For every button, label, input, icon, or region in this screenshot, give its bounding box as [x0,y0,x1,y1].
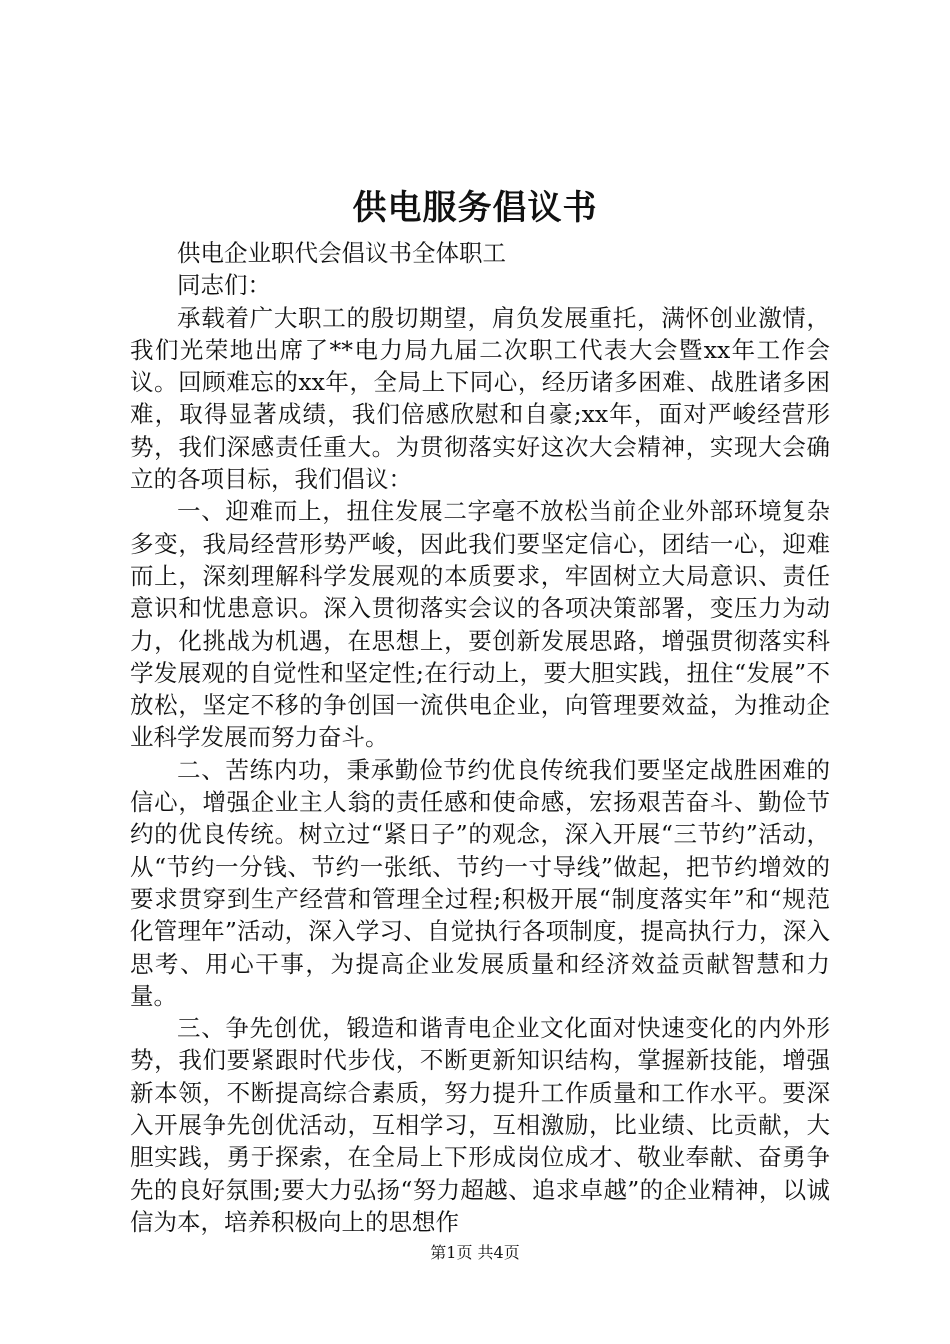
paragraph-point-one: 一、迎难而上，扭住发展二字毫不放松当前企业外部环境复杂多变，我局经营形势严峻，因此我们要坚定信心，团结一心，迎难而上，深刻理解科学发展观的本质要求，牢固树立大局意识、责任意识和忧患意识。深入贯彻落实会议的各项决策部署，变压力为动力，化挑战为机遇，在思想上，要创新发展思路，增强贯彻落实科学发展观的自觉性和坚定性;在行动上，要大胆实践，扭住“发展”不放松，坚定不移的争创国一流供电企业，向管理要效益，为推动企业科学发展而努力奋斗。 [130,497,830,752]
paragraph-point-two: 二、苦练内功，秉承勤俭节约优良传统我们要坚定战胜困难的信心，增强企业主人翁的责任感和使命感，宏扬艰苦奋斗、勤俭节约的优良传统。树立过“紧日子”的观念，深入开展“三节约”活动，从“节约一分钱、节约一张纸、节约一寸导线”做起，把节约增效的要求贯穿到生产经营和管理全过程;积极开展“制度落实年”和“规范化管理年”活动，深入学习、自觉执行各项制度，提高执行力，深入思考、用心干事，为提高企业发展质量和经济效益贡献智慧和力量。 [130,755,830,1010]
document-body [130,237,830,1238]
paragraph-point-three: 三、争先创优，锻造和谐青电企业文化面对快速变化的内外形势，我们要紧跟时代步伐，不断更新知识结构，掌握新技能，增强新本领，不断提高综合素质，努力提升工作质量和工作水平。要深入开展争先创优活动，互相学习，互相激励，比业绩、比贡献，大胆实践，勇于探索，在全局上下形成岗位成才、敬业奉献、奋勇争先的良好氛围;要大力弘扬“努力超越、追求卓越”的企业精神，以诚信为本，培养积极向上的思想作 [130,1014,830,1236]
paragraph-recipient: 供电企业职代会倡议书全体职工 [177,239,506,267]
paragraph-intro: 承载着广大职工的殷切期望，肩负发展重托，满怀创业激情，我们光荣地出席了**电力局九届二次职工代表大会暨xx年工作会议。回顾难忘的xx年，全局上下同心，经历诸多困难、战胜诸多困难，取得显著成绩，我们倍感欣慰和自豪;xx年，面对严峻经营形势，我们深感责任重大。为贯彻落实好这次大会精神，实现大会确立的各项目标，我们倡议： [130,303,830,494]
paragraph-salutation: 同志们： [177,271,271,300]
document-title: 供电服务倡议书 [352,188,598,228]
page-number-footer: 第1页 共4页 [430,1243,520,1262]
